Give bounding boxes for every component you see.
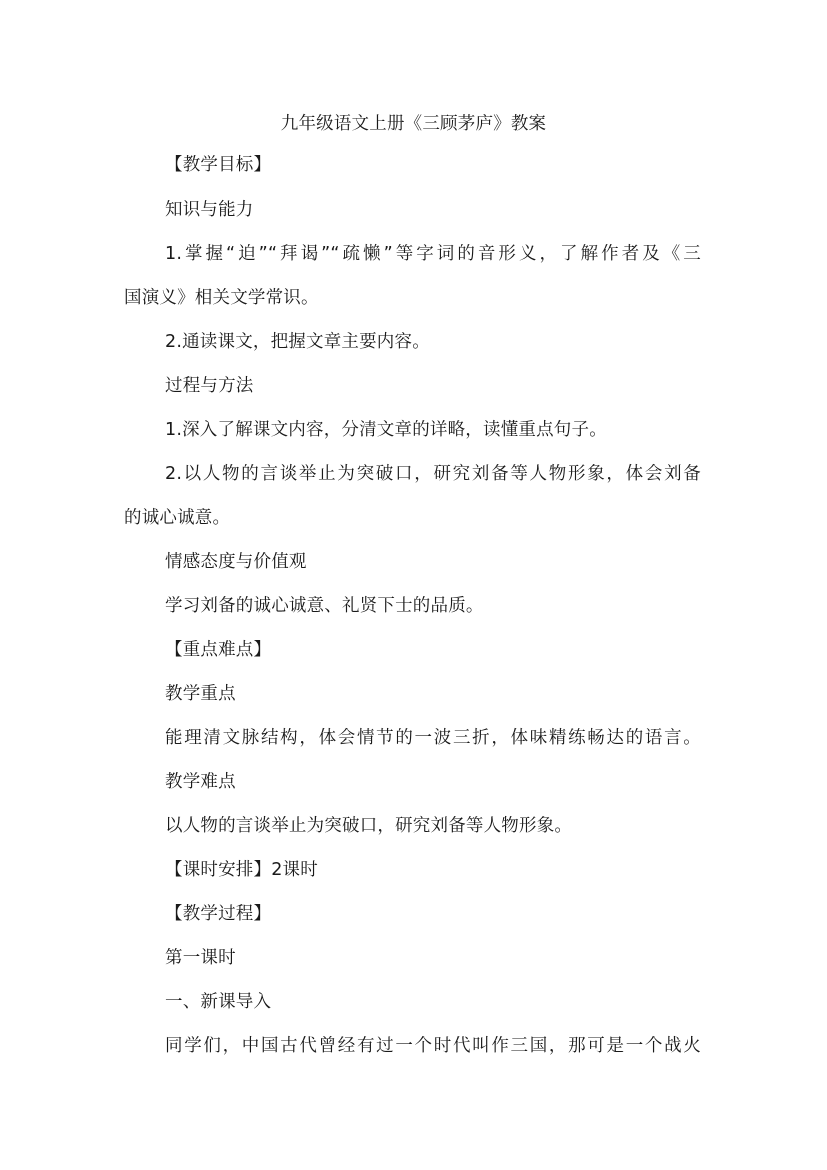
paragraph-line: 同学们，中国古代曾经有过一个时代叫作三国，那可是一个战火 [165, 1036, 701, 1056]
section-heading-key-points: 【重点难点】 [165, 640, 272, 660]
subheading-intro: 一、新课导入 [165, 992, 272, 1012]
subheading-first-lesson: 第一课时 [165, 948, 236, 968]
paragraph-line: 2.通读课文，把握文章主要内容。 [165, 332, 430, 352]
paragraph-line: 以人物的言谈举止为突破口，研究刘备等人物形象。 [165, 816, 573, 836]
subheading-difficulty: 教学难点 [165, 772, 236, 792]
section-heading-schedule: 【课时安排】2课时 [165, 860, 318, 880]
paragraph-line: 学习刘备的诚心诚意、礼贤下士的品质。 [165, 596, 484, 616]
paragraph-line: 能理清文脉结构，体会情节的一波三折，体味精练畅达的语言。 [165, 728, 701, 748]
section-heading-objectives: 【教学目标】 [165, 155, 272, 175]
paragraph-line: 1.深入了解课文内容，分清文章的详略，读懂重点句子。 [165, 420, 607, 440]
paragraph-line: 1.掌握“迫”“拜谒”“疏懒”等字词的音形义，了解作者及《三 [165, 244, 701, 264]
paragraph-line: 的诚心诚意。 [124, 508, 231, 528]
document-title: 九年级语文上册《三顾茅庐》教案 [280, 114, 547, 134]
section-heading-process: 【教学过程】 [165, 904, 272, 924]
subheading-process: 过程与方法 [165, 376, 254, 396]
subheading-key: 教学重点 [165, 684, 236, 704]
paragraph-line: 国演义》相关文学常识。 [124, 288, 319, 308]
subheading-knowledge: 知识与能力 [165, 200, 254, 220]
subheading-emotion: 情感态度与价值观 [165, 552, 307, 572]
paragraph-line: 2.以人物的言谈举止为突破口，研究刘备等人物形象，体会刘备 [165, 464, 701, 484]
